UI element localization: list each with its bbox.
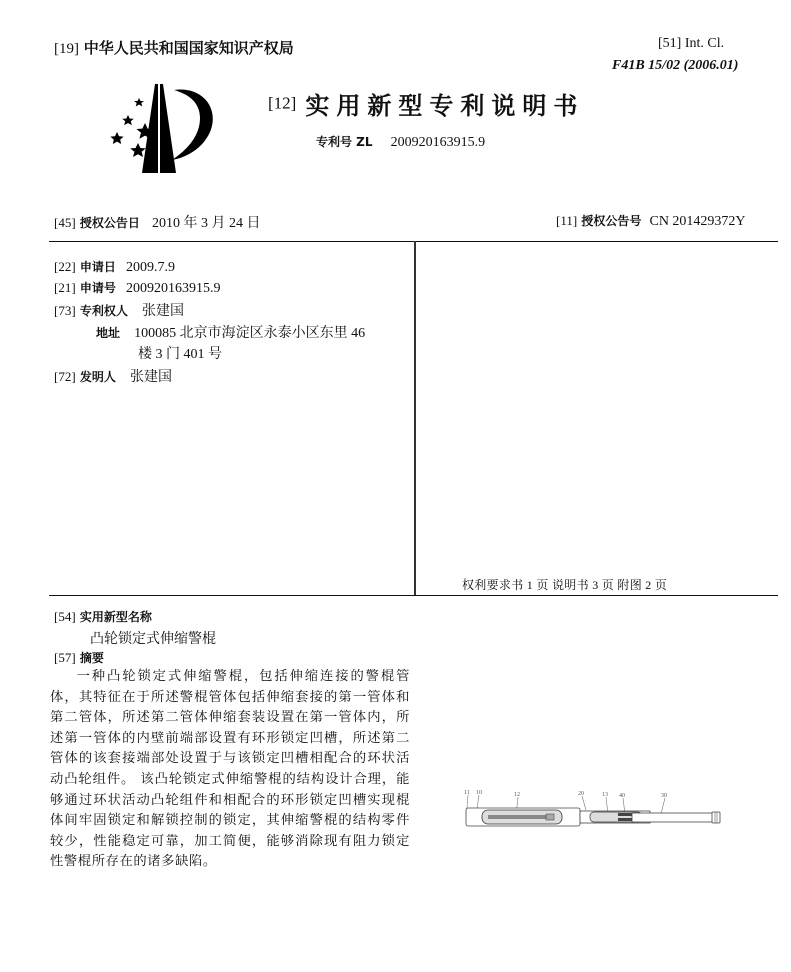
grant-date-code: [45] [54,215,76,230]
office-name: 中华人民共和国国家知识产权局 [83,39,294,57]
address-row [96,322,365,342]
grant-number-line [556,212,746,230]
drawing-label-20: 20 [578,791,584,797]
baton-drawing [462,786,724,836]
abstract-heading [54,649,104,666]
grant-no-value: CN 201429372Y [649,214,746,229]
grant-date-line [54,212,260,232]
drawing-label-40: 40 [619,793,625,799]
address-line2 [138,343,222,363]
office-line [54,37,294,58]
patentee-value: 张建国 [141,304,184,319]
drawing-label-11: 11 [464,790,470,796]
document-type [268,86,584,121]
drawing-label-13: 13 [602,792,608,798]
abstract-text: 一种凸轮锁定式伸缩警棍，包括伸缩连接的警棍管体，其特征在于所述警棍管体包括伸缩套接的第一管体和第二管体，所述第二管体伸缩套装设置在第一管体内，所述第一管体的内壁前端部设置有环形锁定凹槽，所述第二管体的该套接端部处设置于与该锁定凹槽相配合的环状活动凸轮组件。 该凸轮锁定式伸缩警棍的结构设计合理，能够通过环状活动凸轮组件和相配合的环形锁定凹槽实现棍体间牢固锁定和解锁控制的锁定，其伸缩警棍的结构零件较少，性能稳定可靠，加工简便，能够消除现有阻力锁定性警棍所存在的诸多缺陷。 [50,669,410,870]
application-no-value: 200920163915.9 [125,281,221,296]
filing-date-label: 申请日 [79,260,116,274]
doc-type-title: 实用新型专利说明书 [305,92,585,120]
title-label: 实用新型名称 [79,610,152,624]
inventor-row [54,366,172,386]
abstract-code: [57] [54,650,76,665]
application-no-row [54,279,220,297]
drawing-label-10: 10 [476,790,482,796]
patent-number-line [316,133,485,151]
title-heading [54,608,152,625]
utility-model-title: 凸轮锁定式伸缩警棍 [90,631,216,647]
patent-no-label: 专利号 ZL [316,135,373,149]
application-no-label: 申请号 [79,281,116,295]
address-line2-text: 楼 3 门 401 号 [138,347,222,362]
ipc-classification: F41B 15/02 (2006.01) [612,58,739,73]
inventor-value: 张建国 [129,370,172,385]
doc-type-code: [12] [268,93,297,113]
cnipa-logo-icon [92,80,222,180]
patentee-code: [73] [54,303,76,318]
int-cl-code: [51] [658,36,682,51]
grant-date-label: 授权公告日 [79,216,140,230]
application-no-code: [21] [54,280,76,295]
filing-date-value: 2009.7.9 [125,260,175,275]
grant-no-code: [11] [556,213,578,228]
grant-no-label: 授权公告号 [581,214,642,228]
int-cl-label: Int. Cl. [684,36,725,51]
int-cl-line [658,36,724,52]
filing-date-row [54,258,175,276]
abstract-label: 摘要 [79,651,104,665]
patentee-label: 专利权人 [79,304,128,318]
bottom-divider [49,595,778,596]
filing-date-code: [22] [54,259,76,274]
inventor-label: 发明人 [79,370,116,384]
grant-date-value: 2010 年 3 月 24 日 [151,216,261,231]
office-code: [19] [54,41,79,57]
inventor-code: [72] [54,369,76,384]
drawing-label-12: 12 [514,792,520,798]
page-counts: 权利要求书 1 页 说明书 3 页 附图 2 页 [462,578,668,592]
column-divider [414,241,416,595]
patent-no-value: 200920163915.9 [390,135,486,150]
patentee-row [54,300,184,320]
address-label: 地址 [96,326,121,340]
address-line1: 100085 北京市海淀区永泰小区东里 46 [134,326,366,341]
drawing-label-30: 30 [661,793,667,799]
title-code: [54] [54,609,76,624]
